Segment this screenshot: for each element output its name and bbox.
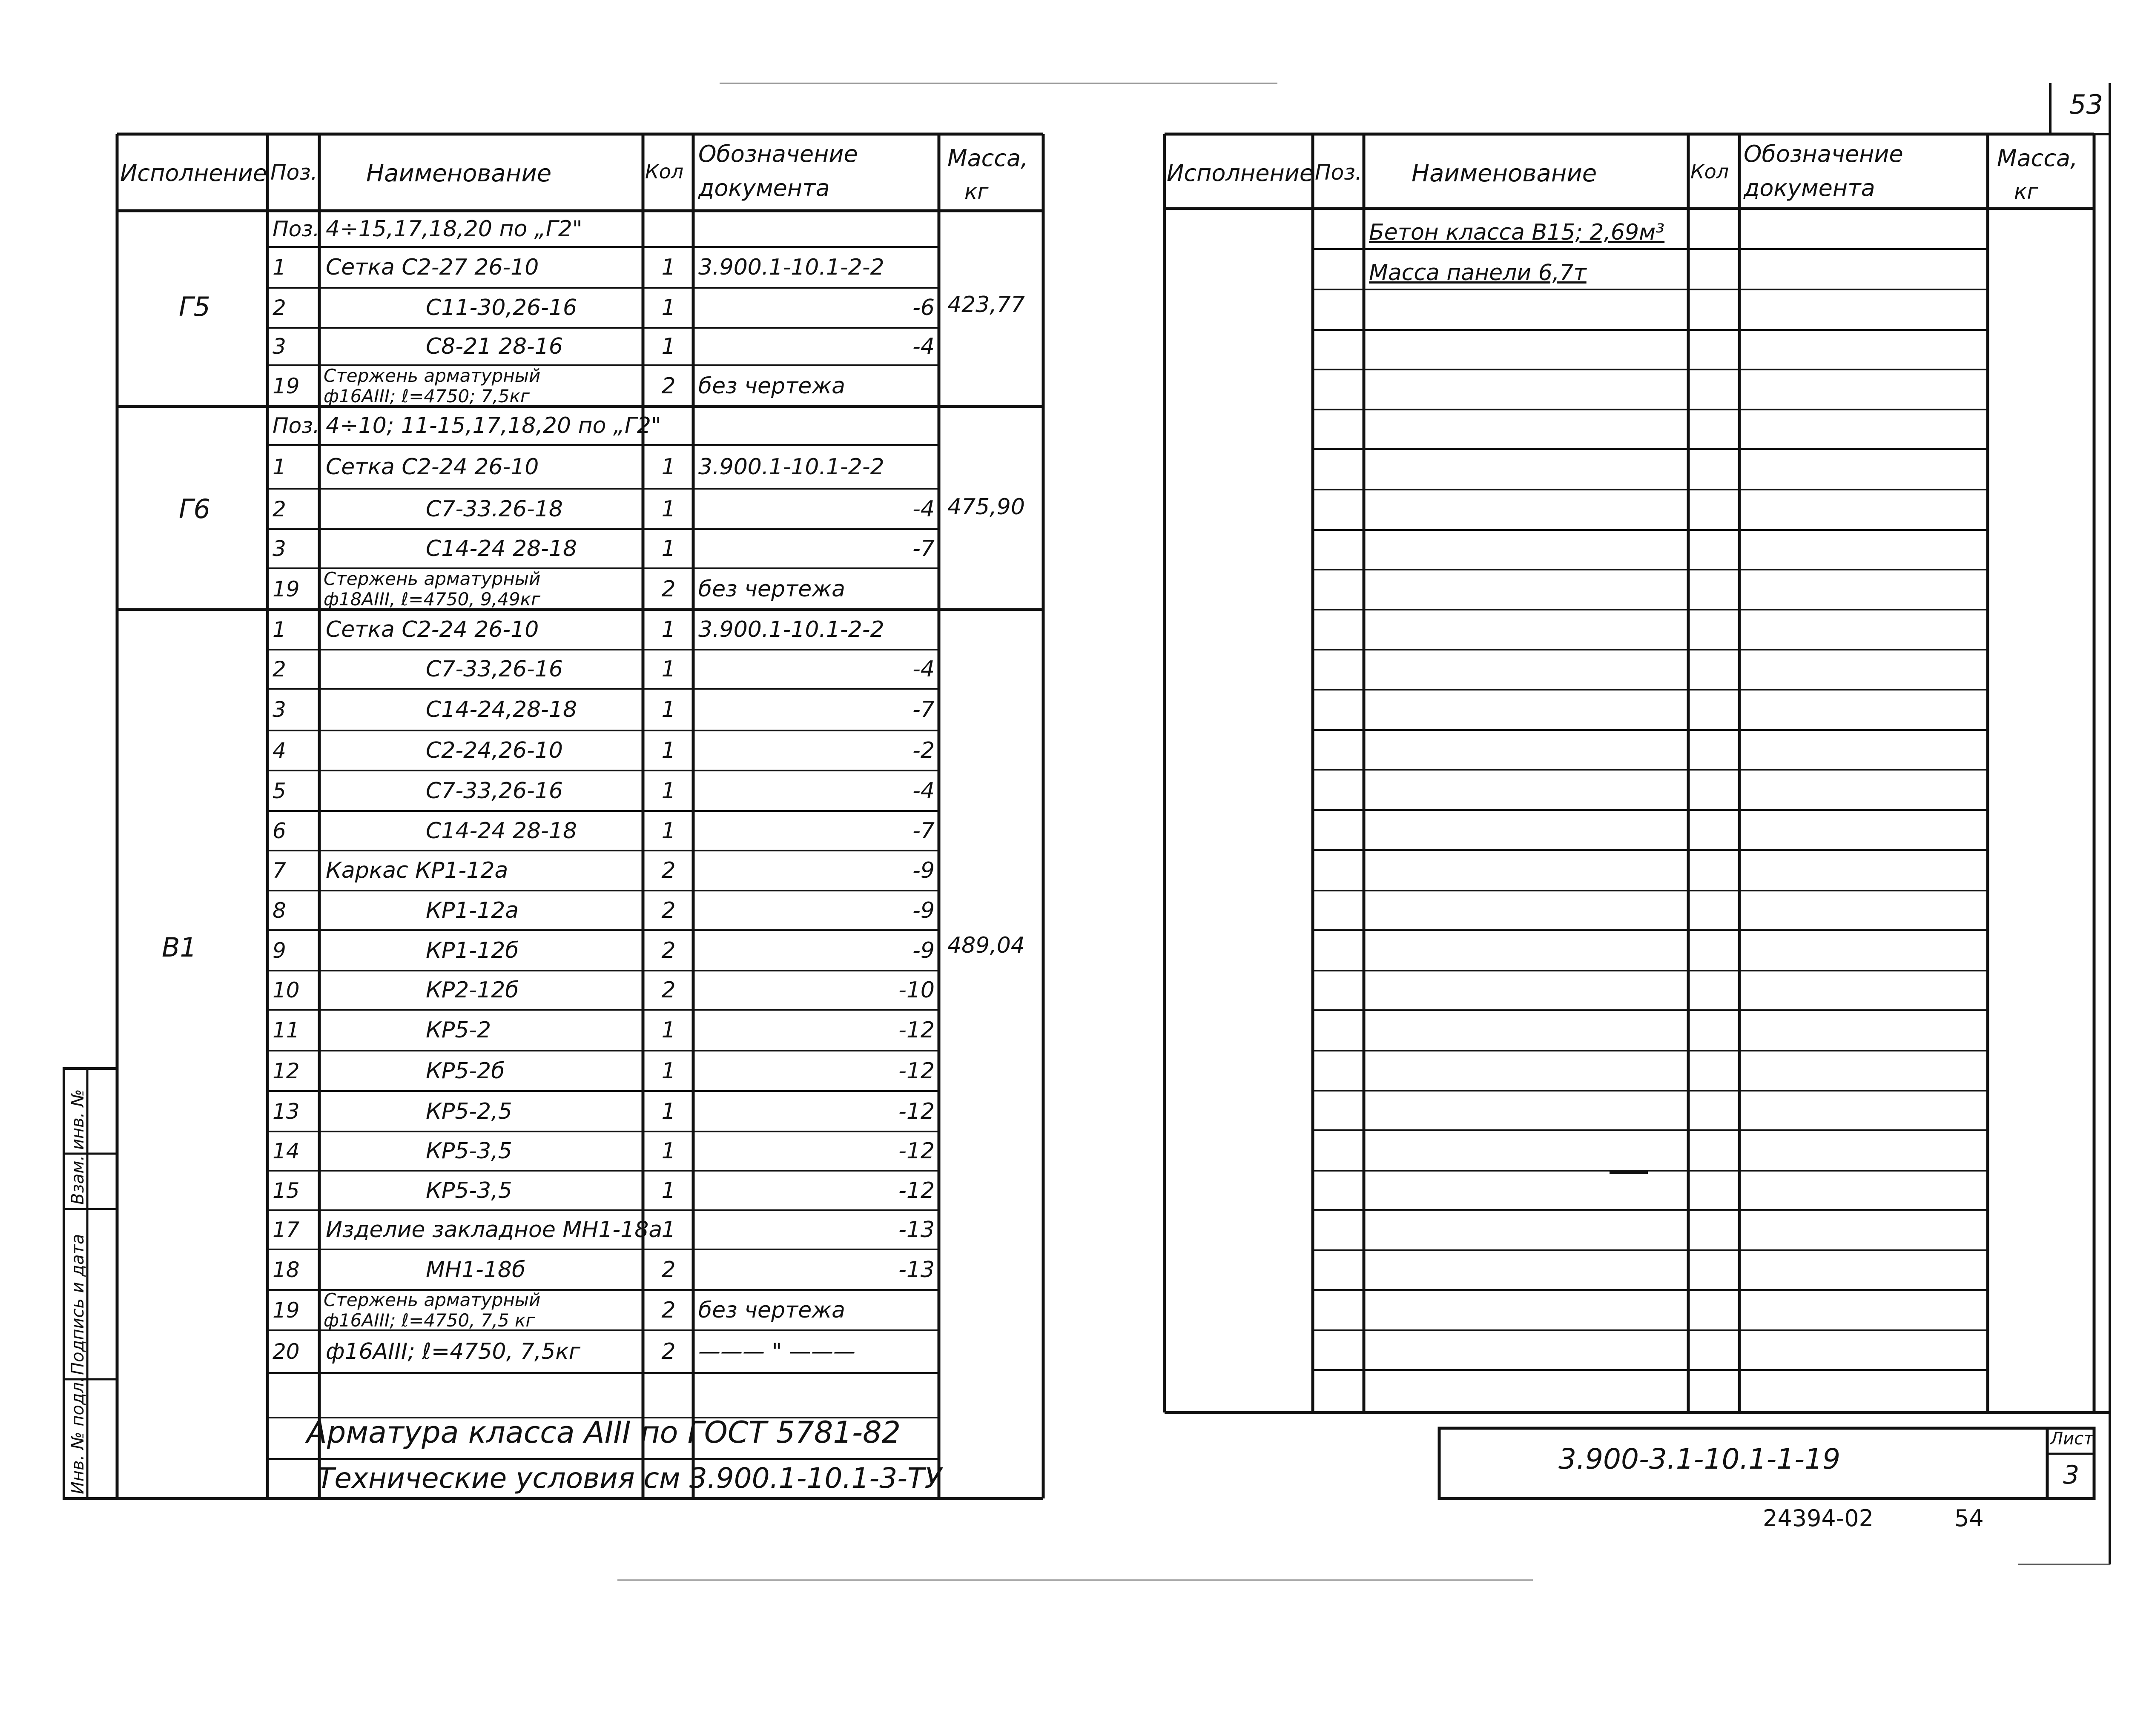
- row-qty: 1: [661, 255, 676, 280]
- row-pos: 1: [273, 255, 286, 280]
- row-name: КР2-12б: [426, 977, 519, 1003]
- row-name: КР5-2: [426, 1017, 491, 1043]
- row-name: Стержень арматурный: [324, 568, 541, 589]
- row-name: КР1-12а: [426, 897, 519, 923]
- row-name: 4÷15,17,18,20 по „Г2": [326, 216, 582, 242]
- row-pos: 7: [273, 858, 286, 883]
- row-pos: 3: [273, 334, 286, 359]
- row-doc: без чертежа: [698, 576, 845, 602]
- row-pos: 20: [273, 1339, 300, 1364]
- row-qty: [647, 407, 690, 445]
- row-pos: 5: [273, 778, 286, 803]
- row-doc: -2: [912, 738, 935, 763]
- row-name: Стержень арматурный: [324, 365, 541, 386]
- row-qty: 2: [661, 1339, 676, 1364]
- right-header-execution: Исполнение: [1167, 160, 1314, 186]
- row-qty: 1: [661, 778, 676, 804]
- reinforcement-class-note: Арматура класса АIII по ГОСТ 5781-82: [307, 1415, 901, 1450]
- row-doc: -9: [912, 897, 935, 923]
- row-doc: -13: [898, 1217, 935, 1243]
- left-header-mass-1: Масса,: [947, 145, 1028, 172]
- row-doc: -13: [898, 1257, 935, 1283]
- row-name: Сетка С2-24 26-10: [326, 617, 539, 642]
- group-mass: 489,04: [947, 933, 1025, 958]
- group-label: Г5: [179, 291, 210, 322]
- row-name-2: ф16АIII; ℓ=4750, 7,5 кг: [324, 1309, 535, 1331]
- row-name: С2-24,26-10: [426, 738, 563, 763]
- row-qty: [647, 211, 690, 247]
- row-doc: -7: [912, 818, 935, 844]
- page-code: 54: [1954, 1505, 1984, 1532]
- row-pos: 10: [273, 978, 300, 1003]
- row-doc: -9: [912, 858, 935, 883]
- document-designation: 3.900-3.1-10.1-1-19: [1558, 1443, 1841, 1475]
- row-name: Сетка С2-27 26-10: [326, 255, 539, 280]
- right-table-row-lines: [1313, 249, 1988, 1370]
- row-pos: 2: [273, 496, 286, 521]
- row-doc: [698, 211, 935, 247]
- row-qty: 1: [661, 454, 676, 480]
- row-doc: -4: [912, 778, 935, 804]
- row-name: С7-33,26-16: [426, 778, 563, 804]
- row-qty: 2: [661, 858, 676, 883]
- row-qty: 2: [661, 373, 676, 399]
- row-qty: 1: [661, 496, 676, 522]
- row-doc: -4: [912, 334, 935, 359]
- row-name: ф16АIII; ℓ=4750, 7,5кг: [326, 1339, 581, 1364]
- sheet-label: Лист: [2050, 1429, 2094, 1449]
- stamp-inv-orig: Инв. № подл.: [68, 1377, 88, 1494]
- row-name: Каркас КР1-12а: [326, 858, 508, 883]
- row-doc: -4: [912, 656, 935, 682]
- row-doc: -10: [898, 977, 935, 1003]
- row-pos: 14: [273, 1139, 300, 1163]
- row-doc: 3.900.1-10.1-2-2: [698, 454, 884, 480]
- row-name: С7-33,26-16: [426, 656, 563, 682]
- row-doc: -12: [898, 1177, 935, 1203]
- row-pos: 12: [273, 1058, 300, 1083]
- row-qty: 1: [661, 1098, 676, 1124]
- row-name: С7-33.26-18: [426, 496, 563, 522]
- left-header-doc-1: Обозначение: [698, 140, 858, 167]
- row-qty: 2: [661, 977, 676, 1003]
- row-name-2: ф16АIII; ℓ=4750; 7,5кг: [324, 386, 530, 407]
- row-doc: 3.900.1-10.1-2-2: [698, 617, 884, 642]
- row-qty: 1: [661, 295, 676, 321]
- left-header-qty: Кол: [645, 160, 684, 183]
- row-qty: 2: [661, 1297, 676, 1323]
- row-pos: 1: [273, 454, 286, 479]
- group-label: В1: [162, 932, 197, 963]
- row-doc: -9: [912, 937, 935, 963]
- row-doc: -6: [912, 295, 935, 321]
- row-pos: 11: [273, 1018, 300, 1043]
- row-name: С14-24,28-18: [426, 697, 577, 722]
- right-header-qty: Кол: [1690, 160, 1729, 183]
- right-header-mass-1: Масса,: [1997, 145, 2078, 172]
- row-name-2: ф18АIII, ℓ=4750, 9,49кг: [324, 589, 541, 610]
- sheet-value: 3: [2063, 1460, 2080, 1490]
- right-header-pos: Поз.: [1315, 160, 1362, 185]
- row-doc: ——— " ———: [698, 1339, 855, 1364]
- row-qty: 1: [661, 1058, 676, 1084]
- group-label: Г6: [179, 493, 210, 524]
- stamp-sign-date: Подпись и дата: [68, 1234, 88, 1375]
- row-doc: -4: [912, 496, 935, 522]
- row-qty: 1: [661, 536, 676, 561]
- row-pos: Поз.: [273, 413, 320, 438]
- row-qty: 2: [661, 1257, 676, 1283]
- row-doc: -7: [912, 536, 935, 561]
- row-pos: 13: [273, 1099, 300, 1124]
- row-qty: 2: [661, 576, 676, 602]
- row-pos: 17: [273, 1217, 300, 1242]
- left-header-doc-2: документа: [698, 175, 830, 201]
- row-qty: [647, 1373, 690, 1418]
- row-doc: -7: [912, 697, 935, 722]
- sheet-number: 53: [2069, 89, 2103, 120]
- row-pos: 2: [273, 657, 286, 682]
- technical-conditions-note: Технические условия см 3.900.1-10.1-3-ТУ: [317, 1462, 942, 1495]
- row-name: КР5-2,5: [426, 1098, 512, 1124]
- left-header-pos: Поз.: [270, 160, 318, 185]
- row-name: С14-24 28-18: [426, 818, 577, 844]
- row-pos: [273, 1373, 317, 1418]
- row-qty: 1: [661, 656, 676, 682]
- row-name: С11-30,26-16: [426, 295, 577, 321]
- row-pos: 19: [273, 373, 300, 398]
- row-name: Изделие закладное МН1-18а: [326, 1217, 663, 1243]
- row-qty: 1: [661, 1217, 676, 1243]
- row-pos: 8: [273, 898, 286, 923]
- row-name: КР5-2б: [426, 1058, 505, 1084]
- row-name: Стержень арматурный: [324, 1289, 541, 1311]
- row-pos: 9: [273, 938, 286, 963]
- row-name: 4÷10; 11-15,17,18,20 по „Г2": [326, 413, 661, 438]
- group-mass: 475,90: [947, 494, 1025, 520]
- row-doc: [698, 407, 935, 445]
- row-pos: 1: [273, 617, 286, 642]
- row-pos: 2: [273, 295, 286, 320]
- row-doc: -12: [898, 1017, 935, 1043]
- row-name: КР1-12б: [426, 937, 519, 963]
- row-pos: 19: [273, 576, 300, 602]
- row-pos: 6: [273, 818, 286, 843]
- row-doc: -12: [898, 1138, 935, 1164]
- row-pos: 3: [273, 697, 286, 722]
- row-doc: без чертежа: [698, 1297, 845, 1323]
- left-header-name: Наименование: [366, 160, 552, 187]
- row-qty: 1: [661, 1017, 676, 1043]
- right-header-doc-2: документа: [1744, 175, 1875, 201]
- panel-mass-line: Масса панели 6,7т: [1369, 260, 1587, 286]
- row-name: С14-24 28-18: [426, 536, 577, 561]
- row-qty: 2: [661, 937, 676, 963]
- left-header-execution: Исполнение: [120, 160, 267, 186]
- row-pos: 18: [273, 1257, 300, 1282]
- right-header-doc-1: Обозначение: [1744, 140, 1903, 167]
- row-doc: -12: [898, 1098, 935, 1124]
- row-doc: 3.900.1-10.1-2-2: [698, 255, 884, 280]
- row-qty: 1: [661, 1138, 676, 1164]
- row-doc: [698, 1373, 935, 1418]
- group-mass: 423,77: [947, 292, 1025, 318]
- row-doc: без чертежа: [698, 373, 845, 399]
- row-name: Сетка С2-24 26-10: [326, 454, 539, 480]
- row-name: МН1-18б: [426, 1257, 526, 1283]
- row-doc: -12: [898, 1058, 935, 1084]
- archive-number: 24394-02: [1763, 1505, 1874, 1532]
- row-qty: 1: [661, 617, 676, 642]
- row-name: КР5-3,5: [426, 1138, 512, 1164]
- left-header-mass-2: кг: [964, 179, 989, 204]
- row-qty: 1: [661, 1177, 676, 1203]
- row-pos: 4: [273, 738, 286, 763]
- right-header-name: Наименование: [1412, 160, 1597, 187]
- row-qty: 1: [661, 738, 676, 763]
- row-name: КР5-3,5: [426, 1177, 512, 1203]
- row-qty: 1: [661, 334, 676, 359]
- right-table-grid: [1165, 134, 2110, 1412]
- concrete-class-line: Бетон класса В15; 2,69м³: [1369, 220, 1665, 245]
- stamp-replace-inv: Взам. инв. №: [68, 1089, 88, 1205]
- row-qty: 2: [661, 897, 676, 923]
- row-pos: Поз.: [273, 216, 320, 241]
- row-pos: 3: [273, 536, 286, 561]
- row-qty: 1: [661, 818, 676, 844]
- row-name: [326, 1373, 641, 1418]
- row-name: С8-21 28-16: [426, 334, 563, 359]
- row-pos: 19: [273, 1298, 300, 1323]
- right-header-mass-2: кг: [2014, 179, 2038, 204]
- row-qty: 1: [661, 697, 676, 722]
- row-pos: 15: [273, 1178, 300, 1203]
